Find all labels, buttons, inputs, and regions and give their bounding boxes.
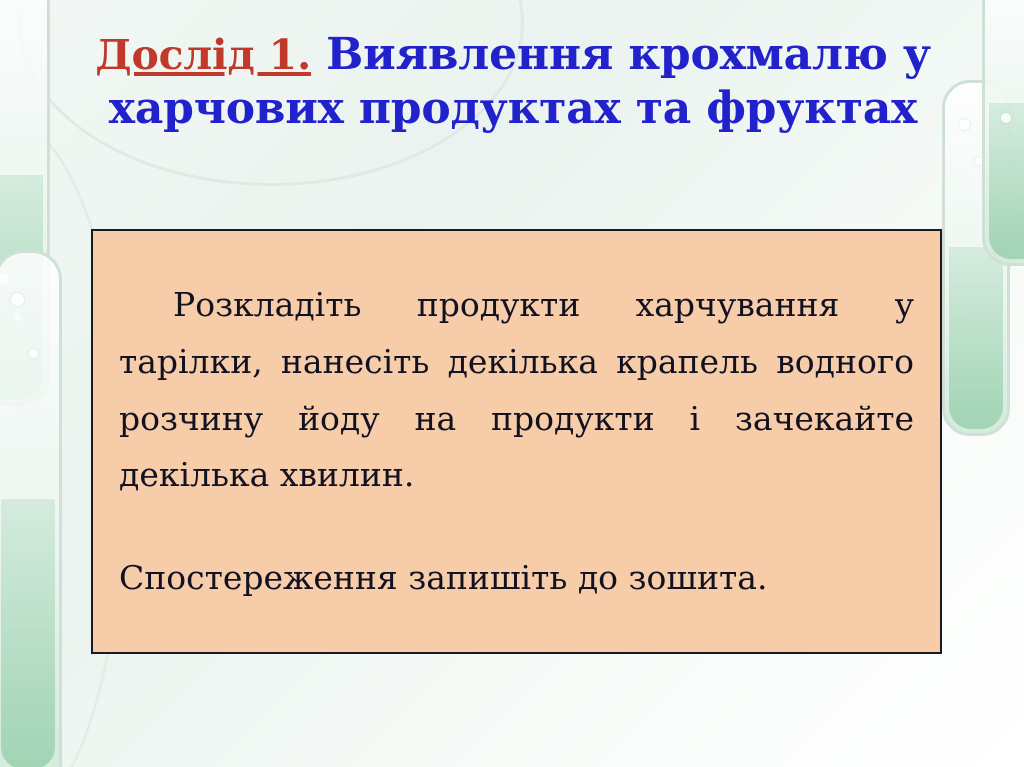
tube-liquid [989,103,1024,259]
instruction-paragraph-1: Розкладіть продукти харчування у тарілки, нанесіть декілька крапель водного розчину йоду на продукти і зачекайте декілька хвилин. [119,285,914,495]
tube-liquid [1,499,55,767]
experiment-label: Дослід 1. [95,31,312,79]
instruction-paragraph-2: Спостереження запишіть до зошита. [119,558,768,597]
test-tube-icon [0,250,62,767]
tube-liquid [949,247,1003,429]
page-title [60,28,966,135]
bubble-icon [1001,113,1011,123]
bubble-icon [11,293,24,306]
bubble-icon [29,349,38,358]
title-text: Виявлення крохмалю у харчових продуктах та фруктах [108,29,931,134]
instruction-box [91,229,942,654]
test-tube-icon [982,0,1024,266]
